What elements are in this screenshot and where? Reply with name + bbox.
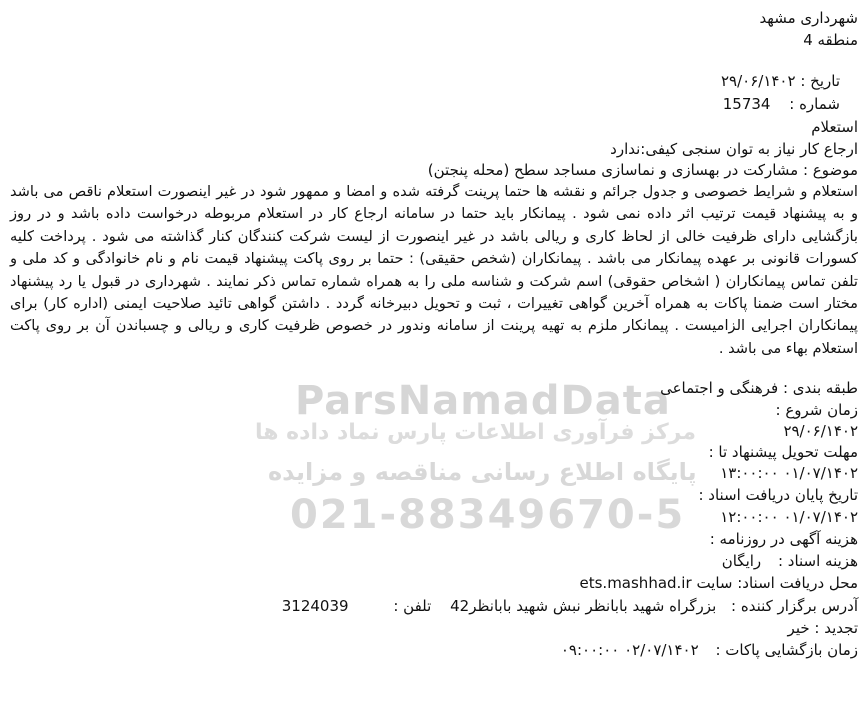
opening-row — [561, 640, 858, 660]
watermark-line-1: مرکز فرآوری اطلاعات پارس نماد داده ها — [255, 420, 696, 445]
deadline-label: مهلت تحویل پیشنهاد تا : — [708, 443, 858, 461]
renewal-line: تجدید : خیر — [787, 619, 858, 637]
address-label: آدرس برگزار کننده : — [731, 597, 858, 615]
opening-value: ۰۲/۰۷/۱۴۰۲ ۰۹:۰۰:۰۰ — [560, 641, 699, 659]
doc-end-label: تاریخ پایان دریافت اسناد : — [698, 486, 858, 504]
newspaper-cost-line: هزینه آگهی در روزنامه : — [709, 530, 858, 548]
number-value: 15734 — [722, 95, 771, 113]
doc-cost-value: رایگان — [721, 552, 762, 570]
date-row — [721, 71, 840, 91]
reference-line: ارجاع کار نیاز به توان سنجی کیفی:ندارد — [610, 140, 858, 158]
doc-cost-label: هزینه اسناد : — [777, 552, 858, 570]
opening-label: زمان بازگشایی پاکات : — [715, 641, 858, 659]
start-label: زمان شروع : — [775, 401, 858, 419]
region-name: منطقه 4 — [803, 31, 858, 49]
notice-title: استعلام — [811, 118, 858, 136]
address-value: بزرگراه شهید بابانظر نبش شهید بابانظر42 — [450, 597, 717, 615]
phone-value: 3124039 — [281, 597, 349, 615]
number-label: شماره : — [789, 95, 840, 113]
start-value: ۲۹/۰۶/۱۴۰۲ — [783, 422, 858, 440]
number-row — [723, 94, 840, 114]
category-line: طبقه بندی : فرهنگی و اجتماعی — [660, 379, 858, 397]
address-row — [282, 596, 858, 616]
doc-place-link[interactable]: ets.mashhad.ir — [579, 574, 692, 592]
date-value: ۲۹/۰۶/۱۴۰۲ — [720, 72, 796, 90]
notice-body: استعلام و شرایط خصوصی و جدول جرائم و نقشه ها حتما پرینت گرفته شده و امضا و ممهور شود در غیر اینصورت استعلام ناقص می باشد و به پیشنهاد قیمت ترتیب اثر داده نمی شود . پیمانکار باید حتما در سامانه ارجاع کار در استعلام مربوطه درخواست داده باشد و در روز بازگشایی دارای ظرفیت خالی از لحاظ کاری و ریالی باشد در غیر اینصورت از لیست شرکت کنندگان کنار گذاشته می شود . پرداخت کلیه کسورات قانونی بر عهده پیمانکار می باشد . پیمانکاران (شخص حقیقی) : حتما بر روی پاکت پیشنهاد قیمت نام و نام خانوادگی و کد ملی و تلفن تماس پیمانکاران ( اشخاص حقوقی) اسم شرکت و شناسه ملی را به همراه شماره تماس ذکر نمایند . شهرداری در قبول یا رد پیشنهاد مختار است ضمنا پاکات به همراه آخرین گواهی تغییرات ، ثبت و تحویل دبیرخانه گردد . داشتن گواهی تائید صلاحیت ایمنی (اداره کار) برای پیمانکاران اجرایی الزامیست . پیمانکار ملزم به تهیه پرینت از سامانه وندور در خصوص ظرفیت کاری و ریالی و چسباندن آن بر روی پاکت استعلام بهاء می باشد . — [10, 183, 858, 357]
date-label: تاریخ : — [800, 72, 840, 90]
doc-place-row — [580, 573, 859, 593]
doc-place-label: محل دریافت اسناد: سایت — [696, 574, 858, 592]
watermark-line-2: پایگاه اطلاع رسانی مناقصه و مزایده — [268, 458, 697, 486]
doc-cost-row — [722, 551, 858, 571]
deadline-value: ۰۱/۰۷/۱۴۰۲ ۱۳:۰۰:۰۰ — [720, 464, 858, 482]
watermark-phone: 021-88349670-5 — [290, 492, 686, 538]
org-name: شهرداری مشهد — [759, 9, 858, 27]
watermark-brand: ParsNamadData — [295, 378, 671, 424]
subject-line: موضوع : مشارکت در بهسازی و نماسازی مساجد سطح (محله پنجتن) — [427, 161, 858, 179]
doc-end-value: ۰۱/۰۷/۱۴۰۲ ۱۲:۰۰:۰۰ — [720, 508, 858, 526]
phone-label: تلفن : — [393, 597, 432, 615]
